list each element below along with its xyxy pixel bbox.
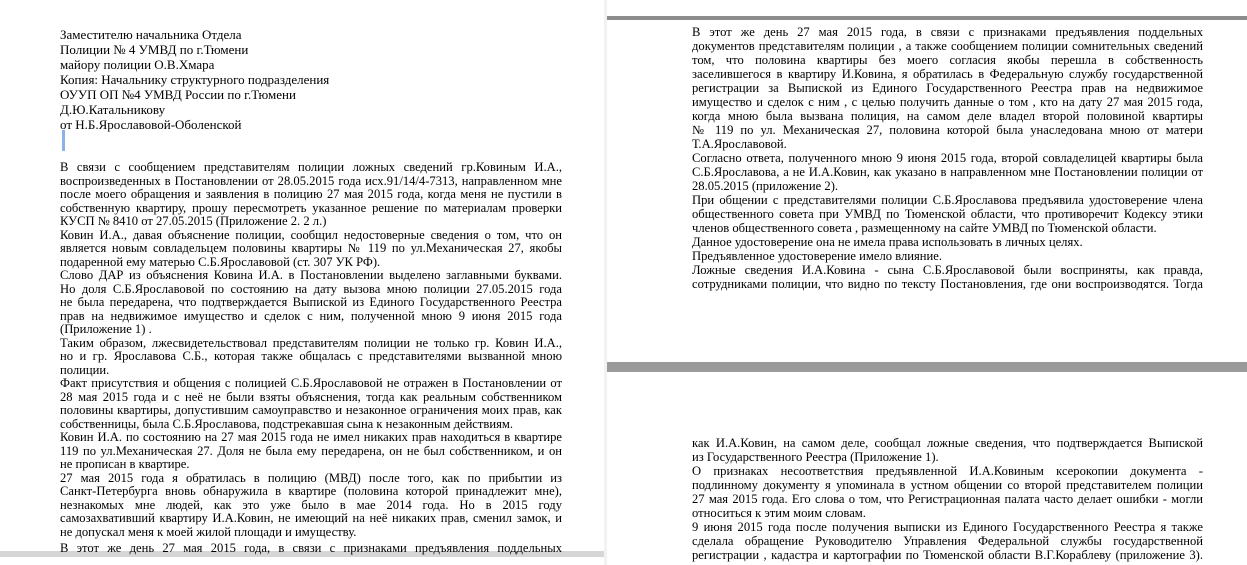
body-line: полиции. — [60, 362, 110, 377]
body-line: сотрудниками полиции, что видно по тексту Постановления, где они воспроизводятся. Тогда — [692, 277, 1203, 291]
body-line: № 119 по ул. Механическая 27, половина которой была унаследована мною от матери — [692, 123, 1203, 137]
header-line: Полиции № 4 УМВД по г.Тюмени — [60, 42, 249, 57]
body-line: является новым совладельцем половины квартиры № 119 по ул.Механическая 27, якобы — [60, 241, 562, 255]
body-line: О признаках несоответствия предъявленной И.А.Ковиным ксерокопии документа - — [692, 464, 1203, 478]
body-line: регистрации за Выпиской из Единого Государственного Реестра прав на недвижимое — [692, 81, 1203, 95]
body-line: когда мною была вызвана полиция, на самом деле владел второй половиной квартиры — [692, 109, 1203, 123]
body-line: относиться к этим моим словам. — [692, 506, 866, 520]
document-body-right-top — [692, 25, 1203, 360]
body-line: С.Б.Ярославова, а не И.А.Ковин, как указано в направленном мне Постановлении полиции от — [692, 165, 1203, 179]
body-line: том, что половина квартиры без моего согласия якобы перешла в собственность — [692, 53, 1203, 67]
body-line: 28 мая 2015 года и с неё не были взяты объяснения, тогда как реальным собственником — [60, 389, 562, 404]
body-line: не была передарена, что подтверждается Выпиской из Единого Государственного Реестра — [60, 295, 562, 309]
header-line: Д.Ю.Катальникову — [60, 102, 166, 117]
body-line: документов представителям полиции , а также сообщением полиции сомнительных сведений — [692, 39, 1203, 53]
body-line: как И.А.Ковин, на самом деле, сообщал ложные сведения, что подтверждается Выпиской — [692, 436, 1203, 450]
body-line: При общении с представителями полиции С.Б.Ярославова предъявила удостоверение члена — [692, 193, 1203, 207]
body-line: половины квартиры, допустившим самоуправство и незаконное ограничения моих прав, как — [60, 403, 562, 417]
body-line: собственницы, была С.Б.Ярославова, подстрекавшая сына к незаконным действиям. — [60, 416, 513, 431]
body-line: но и гр. Ярославова С.Б., которая также общалась с представителями вызванной мною — [60, 349, 562, 363]
body-line: членов общественного совета , размещенному на сайте УМВД по Тюменской области. — [692, 221, 1157, 235]
body-line: общественного совета при УМВД по Тюменской области, что противоречит Кодексу этики — [692, 207, 1203, 221]
body-line: не допускал меня к моей жилой площади и имуществу. — [60, 524, 357, 539]
body-line: 28.05.2015 (приложение 2). — [692, 179, 839, 193]
body-line: воспроизведенных в Постановлении от 28.05.2015 года исх.91/14/4-7313, направленном мне — [60, 173, 562, 188]
body-line: собственную квартиру, прошу пересмотреть указанное решение по материалам проверки — [60, 200, 562, 215]
header-line: Заместителю начальника Отдела — [60, 27, 242, 42]
body-line: Ложные сведения И.А.Ковина - сына С.Б.Ярославовой были восприняты, как правда, — [692, 263, 1203, 277]
body-line: В этот же день 27 мая 2015 года, в связи с признаками предъявления поддельных — [60, 541, 562, 555]
body-line: Ковин И.А. по состоянию на 27 мая 2015 года не имел никаких прав находиться в квартире — [60, 430, 562, 444]
body-line: подаренной ему матерью С.Б.Ярославовой (ст. 307 УК РФ). — [60, 254, 381, 269]
body-line: Данное удостоверение она не имела права использовать в личных целях. — [692, 235, 1083, 249]
body-line: 27 мая 2015 года я обратилась в полицию (МВД) после того, как по прибытии из — [60, 470, 562, 485]
body-line: из Государственного Реестра (Приложение 1). — [692, 450, 939, 464]
header-line: от Н.Б.Ярославовой-Оболенской — [60, 117, 242, 132]
body-line: сделала обращение Руководителю Управления Федеральной службы государственной — [692, 534, 1203, 548]
body-line: после моего обращения и заявления в полицию 27 мая 2015 года, когда меня не пустили в — [60, 187, 562, 201]
body-line: заселившегося в квартиру И.Ковина, я обратилась в Федеральную службу государственной — [692, 67, 1203, 81]
body-line: Ковин И.А., давая объяснение полиции, сообщил недостоверные сведения о том, что он — [60, 227, 562, 242]
body-line: Факт присутствия и общения с полицией С.Б.Ярославовой не отражен в Постановлении от — [60, 376, 562, 390]
body-line: самозахвативший квартиру И.А.Ковин, не имеющий на неё никаких прав, сменил замок, и — [60, 511, 562, 525]
body-line: Но доля С.Б.Ярославовой по состоянию на дату вызова мною полиции 27.05.2015 года — [60, 281, 562, 296]
document-body-left — [60, 160, 562, 555]
body-line: В этот же день 27 мая 2015 года, в связи с признаками предъявления поддельных — [692, 25, 1203, 39]
header-line: ОУУП ОП №4 УМВД России по г.Тюмени — [60, 87, 296, 102]
page-gap-right-top — [607, 16, 1247, 20]
body-line: Предъявленное удостоверение имело влияние. — [692, 249, 943, 263]
body-line: Согласно ответа, полученного мною 9 июня 2015 года, второй совладелицей квартиры была — [692, 151, 1203, 165]
body-line: имущество и сделок с ним , с целью получить данные о том , кто на дату 27 мая 2015 года, — [692, 95, 1203, 109]
body-line: (Приложение 1) . — [60, 322, 152, 336]
body-line: Санкт-Петербурга вновь обнаружила в квартире (половина которой принадлежит мне), — [60, 484, 562, 498]
body-line: 9 июня 2015 года после получения выписки из Единого Государственного Реестра я также — [692, 520, 1203, 534]
page-gap-right-mid — [607, 362, 1247, 372]
header-line: майору полиции О.В.Хмара — [60, 57, 215, 72]
body-line: КУСП № 8410 от 27.05.2015 (Приложение 2. 2 л.) — [60, 214, 327, 228]
body-line: Таким образом, лжесвидетельствовал представителям полиции не только гр. Ковин И.А., — [60, 335, 562, 350]
body-line: 27 мая 2015 года. Его слова о том, что Регистрационная палата часто делает ошибки - могли — [692, 492, 1203, 506]
body-line: Слово ДАР из объяснения Ковина И.А. в Постановлении выделено заглавными буквами. — [60, 268, 562, 282]
header-line: Копия: Начальнику структурного подразделения — [60, 72, 330, 87]
body-line: незнакомых мне людей, как это уже было в мае 2014 года. Но в 2015 году — [60, 497, 562, 512]
body-line: Т.А.Ярославовой. — [692, 137, 787, 151]
page-divider — [604, 0, 607, 565]
body-line: не прописан в квартире. — [60, 457, 190, 471]
body-line: 119 по ул.Механическая 27. Доля не была ему передарена, он не был собственником, и он — [60, 443, 562, 458]
body-line: прав на недвижимое имущество и сделок с ним, полученной мною 9 июня 2015 года — [60, 308, 562, 323]
address-header — [60, 28, 580, 138]
body-line: подлинному документу я упоминала в устном общении со второй представителем полиции — [692, 478, 1203, 492]
body-line: регистрации , кадастра и картографии по Тюменской области В.Г.Кораблеву (приложение 3). — [692, 548, 1203, 562]
body-line: В связи с сообщением представителям полиции ложных сведений гр.Ковиным И.А., — [60, 160, 562, 174]
document-body-right-bottom — [692, 436, 1203, 564]
